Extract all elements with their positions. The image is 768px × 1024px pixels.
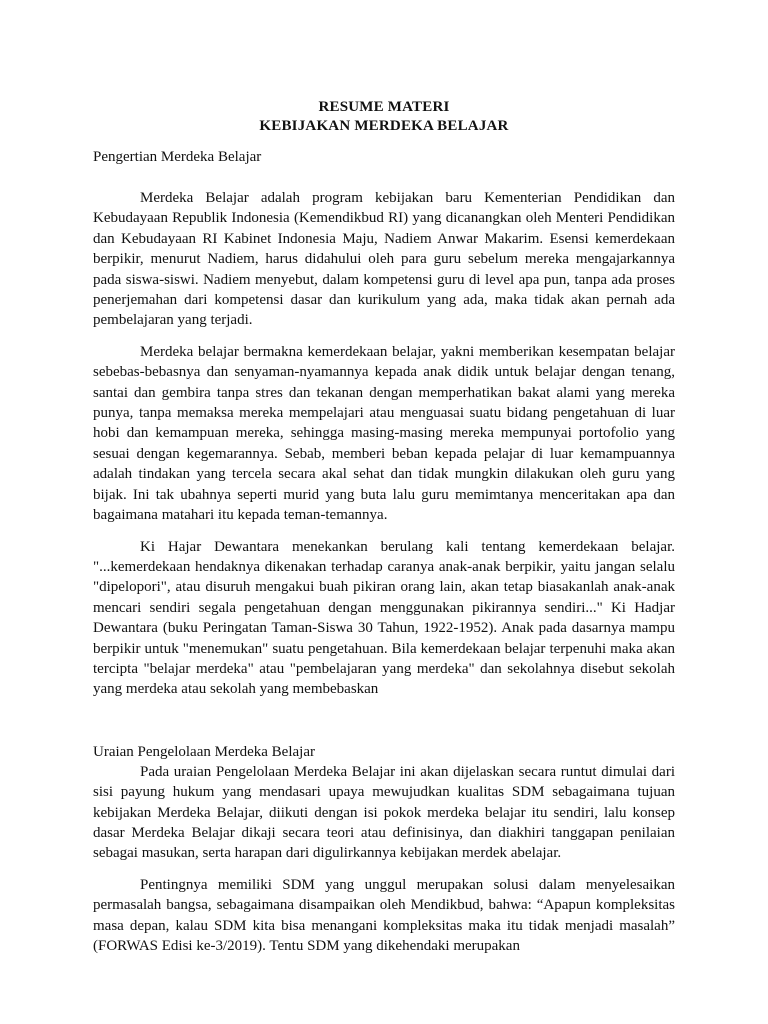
document-title: RESUME MATERI — [318, 99, 450, 115]
section-heading-uraian: Uraian Pengelolaan Merdeka Belajar — [93, 743, 315, 760]
paragraph: Merdeka belajar bermakna kemerdekaan belajar, yakni memberikan kesempatan belajar sebebas-bebasnya dan senyaman-nyamannya kepada anak didik untuk belajar dengan tenang, santai dan gembira tanpa stres dan tekanan dengan memperhatikan bakat alami yang mereka punya, tanpa memaksa mereka mempelajari atau menguasai suatu bidang pengetahuan di luar hobi dan kemampuan mereka, sehingga masing-masing mereka mempunyai portofolio yang sesuai dengan kegemarannya. Sebab, memberi beban kepada pelajar di luar kemampuannya adalah tindakan yang tercela secara akal sehat dan tidak mungkin dilakukan oleh guru yang bijak. Ini tak ubahnya seperti murid yang buta lalu guru memimtanya menceritakan apa dan bagaimana matahari itu kepada teman-temannya. — [93, 343, 675, 524]
paragraph: Ki Hajar Dewantara menekankan berulang kali tentang kemerdekaan belajar. "...kemerdekaan hendaknya dikenakan terhadap caranya anak-anak berpikir, yaitu jangan selalu "dipelopori", atau disuruh mengakui buah pikiran orang lain, akan tetap biasakanlah anak-anak mencari sendiri segala pengetahuan dengan menggunakan pikirannya sendiri..." Ki Hadjar Dewantara (buku Peringatan Taman-Siswa 30 Tahun, 1922-1952). Anak pada dasarnya mampu berpikir untuk "menemukan" suatu pengetahuan. Bila kemerdekaan belajar terpenuhi maka akan tercipta "belajar merdeka" atau "pembelajaran yang merdeka" dan sekolahnya disebut sekolah yang merdeka atau sekolah yang membebaskan — [93, 538, 675, 698]
document-subtitle: KEBIJAKAN MERDEKA BELAJAR — [259, 118, 509, 134]
section-heading-pengertian: Pengertian Merdeka Belajar — [93, 149, 262, 165]
paragraph: Merdeka Belajar adalah program kebijakan baru Kementerian Pendidikan dan Kebudayaan Republik Indonesia (Kemendikbud RI) yang dicanangkan oleh Menteri Pendidikan dan Kebudayaan RI Kabinet Indonesia Maju, Nadiem Anwar Makarim. Esensi kemerdekaan berpikir, menurut Nadiem, harus didahului oleh para guru sebelum mereka mengajarkannya pada siswa-siswi. Nadiem menyebut, dalam kompetensi guru di level apa pun, tanpa ada proses penerjemahan dari kompetensi dasar dan kurikulum yang ada, maka tidak akan pernah ada pembelajaran yang terjadi. — [93, 190, 675, 329]
paragraph: Pentingnya memiliki SDM yang unggul merupakan solusi dalam menyelesaikan permasalah bangsa, sebagaimana disampaikan oleh Mendikbud, bahwa: “Apapun kompleksitas masa depan, kalau SDM kita bisa menangani kompleksitas maka itu tidak menjadi masalah” (FORWAS Edisi ke-3/2019). Tentu SDM yang dikehendaki merupakan — [93, 876, 675, 954]
paragraph: Pada uraian Pengelolaan Merdeka Belajar ini akan dijelaskan secara runtut dimulai dari sisi payung hukum yang mendasari upaya mewujudkan kualitas SDM sebagaimana tujuan kebijakan Merdeka Belajar, diikuti dengan isi pokok merdeka belajar itu sendiri, lalu konsep dasar Merdeka Belajar dikaji secara teori atau definisinya, dan diakhiri tanggapan penilaian sebagai masukan, serta harapan dari digulirkannya kebijakan merdek abelajar. — [93, 763, 675, 862]
